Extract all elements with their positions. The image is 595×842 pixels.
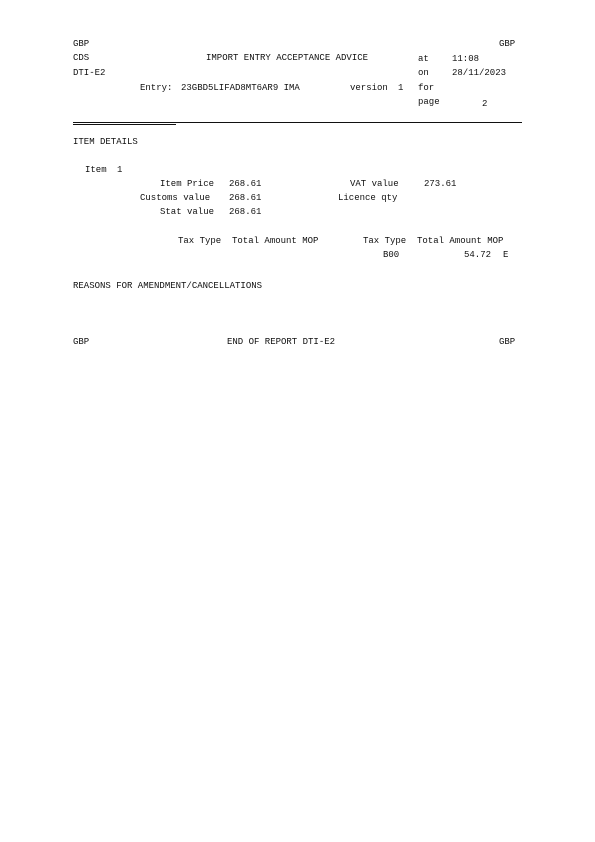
reasons-title: REASONS FOR AMENDMENT/CANCELLATIONS <box>73 281 263 291</box>
version-label: version <box>350 83 388 93</box>
entry-reference: 23GBD5LIFAD8MT6AR9 IMA <box>181 83 300 93</box>
customs-value-label: Customs value <box>140 193 211 203</box>
end-of-report: END OF REPORT DTI-E2 <box>227 337 336 347</box>
tax-row-mop: E <box>503 250 509 260</box>
report-title: IMPORT ENTRY ACCEPTANCE ADVICE <box>206 53 369 63</box>
header-divider-short <box>73 124 176 125</box>
section-title-item-details: ITEM DETAILS <box>73 137 138 147</box>
report-time: 11:08 <box>452 54 480 64</box>
tax-row-amount: 54.72 <box>464 250 492 260</box>
customs-value: 268.61 <box>229 193 262 203</box>
currency-left-top: GBP <box>73 39 90 49</box>
item-price-value: 268.61 <box>229 179 262 189</box>
currency-right-top: GBP <box>499 39 516 49</box>
currency-right-footer: GBP <box>499 337 516 347</box>
stat-value: 268.61 <box>229 207 262 217</box>
vat-value: 273.61 <box>424 179 457 189</box>
at-label: at <box>418 54 429 64</box>
tax-table-header-left: Tax Type Total Amount MOP <box>178 236 319 246</box>
currency-left-footer: GBP <box>73 337 90 347</box>
item-price-label: Item Price <box>160 179 215 189</box>
system-name: CDS <box>73 53 90 63</box>
on-label: on <box>418 68 429 78</box>
stat-value-label: Stat value <box>160 207 215 217</box>
vat-value-label: VAT value <box>350 179 399 189</box>
header-divider <box>73 122 522 123</box>
report-code: DTI-E2 <box>73 68 106 78</box>
item-number: 1 <box>117 165 123 175</box>
version-number: 1 <box>398 83 404 93</box>
report-date: 28/11/2023 <box>452 68 507 78</box>
item-label: Item <box>85 165 107 175</box>
page-number: 2 <box>482 99 488 109</box>
entry-label: Entry: <box>140 83 173 93</box>
page-label: page <box>418 97 440 107</box>
tax-table-header-right: Tax Type Total Amount MOP <box>363 236 504 246</box>
for-label: for <box>418 83 435 93</box>
licence-qty-label: Licence qty <box>338 193 398 203</box>
tax-row-type: B00 <box>383 250 400 260</box>
